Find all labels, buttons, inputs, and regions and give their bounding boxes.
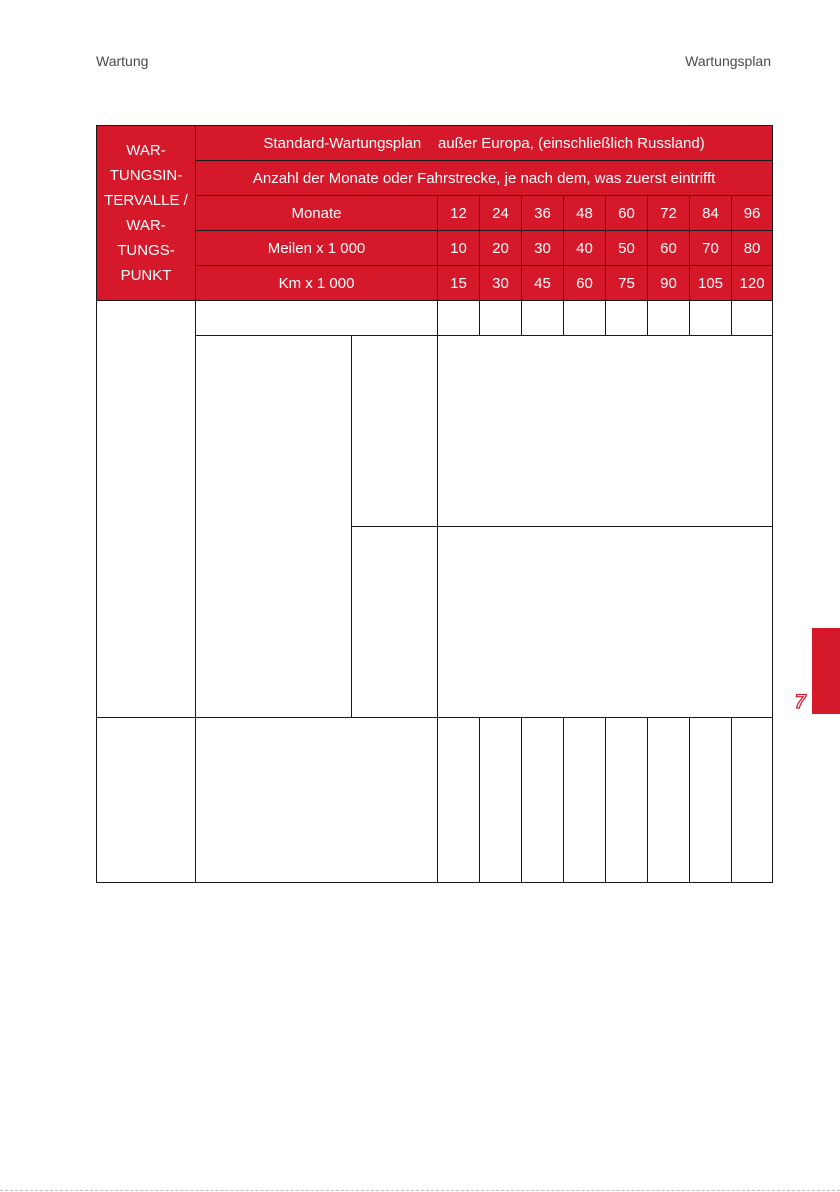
empty-cell — [522, 301, 564, 336]
empty-cell — [690, 718, 732, 883]
maintenance-schedule-table — [96, 125, 773, 883]
corner-line: WAR- — [126, 142, 166, 159]
empty-cell — [438, 527, 773, 718]
value-cell: 15 — [438, 266, 480, 301]
schedule-subtitle: Anzahl der Monate oder Fahrstrecke, je nach dem, was zuerst eintrifft — [196, 161, 773, 196]
value-cell: 96 — [732, 196, 773, 231]
empty-cell — [690, 301, 732, 336]
value-cell: 105 — [690, 266, 732, 301]
row-label-miles: Meilen x 1 000 — [196, 231, 438, 266]
table-title-row — [97, 126, 773, 161]
row-label-months: Monate — [196, 196, 438, 231]
table-row — [97, 336, 773, 527]
value-cell: 60 — [648, 231, 690, 266]
empty-cell — [606, 718, 648, 883]
value-cell: 45 — [522, 266, 564, 301]
table-row — [97, 718, 773, 883]
value-cell: 36 — [522, 196, 564, 231]
value-cell: 60 — [564, 266, 606, 301]
table-subtitle-row — [97, 161, 773, 196]
value-cell: 70 — [690, 231, 732, 266]
value-cell: 50 — [606, 231, 648, 266]
schedule-title: Standard-Wartungsplan außer Europa, (einschließlich Russland) — [196, 126, 773, 161]
value-cell: 30 — [480, 266, 522, 301]
empty-cell — [732, 301, 773, 336]
value-cell: 60 — [606, 196, 648, 231]
value-cell: 20 — [480, 231, 522, 266]
row-label-km: Km x 1 000 — [196, 266, 438, 301]
empty-cell — [438, 301, 480, 336]
empty-cell — [564, 718, 606, 883]
empty-cell — [606, 301, 648, 336]
empty-cell — [522, 718, 564, 883]
table-row-months — [97, 196, 773, 231]
empty-cell — [97, 301, 196, 718]
corner-line: TERVALLE / — [104, 192, 188, 209]
value-cell: 30 — [522, 231, 564, 266]
chapter-side-tab — [812, 628, 840, 714]
empty-cell — [732, 718, 773, 883]
table-row-km — [97, 266, 773, 301]
corner-line: TUNGSIN- — [109, 167, 183, 184]
value-cell: 40 — [564, 231, 606, 266]
empty-cell — [480, 301, 522, 336]
empty-cell — [196, 301, 438, 336]
value-cell: 80 — [732, 231, 773, 266]
empty-cell — [196, 718, 438, 883]
empty-cell — [438, 718, 480, 883]
table-row-miles — [97, 231, 773, 266]
value-cell: 48 — [564, 196, 606, 231]
empty-cell — [480, 718, 522, 883]
value-cell: 120 — [732, 266, 773, 301]
empty-cell — [648, 718, 690, 883]
empty-cell — [97, 718, 196, 883]
value-cell: 24 — [480, 196, 522, 231]
value-cell: 90 — [648, 266, 690, 301]
header-page-title: Wartungsplan — [685, 53, 771, 69]
value-cell: 10 — [438, 231, 480, 266]
corner-line: TUNGS- — [117, 242, 175, 259]
value-cell: 72 — [648, 196, 690, 231]
chapter-number: 7 — [795, 692, 806, 713]
empty-cell — [648, 301, 690, 336]
empty-cell — [196, 336, 352, 718]
corner-line: WAR- — [126, 217, 166, 234]
value-cell: 12 — [438, 196, 480, 231]
table-row — [97, 301, 773, 336]
value-cell: 75 — [606, 266, 648, 301]
empty-cell — [352, 336, 438, 527]
value-cell: 84 — [690, 196, 732, 231]
empty-cell — [564, 301, 606, 336]
empty-cell — [352, 527, 438, 718]
interval-corner-header — [97, 126, 196, 301]
empty-cell — [438, 336, 773, 527]
corner-line: PUNKT — [120, 267, 172, 284]
header-section-title: Wartung — [96, 53, 149, 69]
